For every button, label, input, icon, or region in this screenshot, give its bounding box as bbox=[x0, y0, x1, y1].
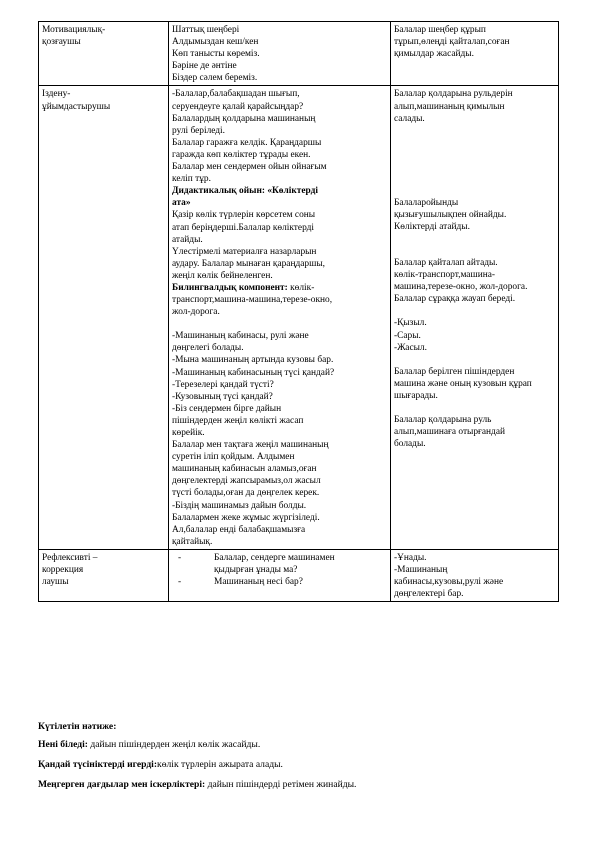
spacer bbox=[394, 305, 555, 317]
text-line: гаражда көп көліктер тұрады екен. bbox=[172, 149, 311, 160]
text-line: атап беріңдерші.Балалар көліктерді bbox=[172, 222, 315, 233]
text-line: Балалар қайталап айтады. bbox=[394, 258, 498, 269]
text-line: қимылдар жасайды. bbox=[394, 49, 474, 60]
teacher-activity-cell bbox=[169, 22, 391, 86]
text-line: Балалар мен тақтаға жеңіл машинаның bbox=[172, 440, 329, 451]
list-item bbox=[178, 576, 387, 588]
text-line: Үлестірмелі материалға назарларын bbox=[172, 246, 317, 257]
text-line: -Кузовының түсі қандай? bbox=[172, 391, 273, 402]
text-line: алып,машинаның қимылын bbox=[394, 101, 505, 112]
expected-results bbox=[38, 721, 558, 799]
text-line: -Ұнады. bbox=[394, 552, 427, 563]
spacer bbox=[394, 402, 555, 414]
text-line: Ал,балалар енді балабақшамызға bbox=[172, 524, 306, 535]
text-line: Балалар қолдарына рульдерін bbox=[394, 89, 513, 100]
stage-label: ұйымдастырушы bbox=[42, 101, 111, 112]
text-line: -Машинаның кабинасының түсі қандай? bbox=[172, 367, 335, 378]
text-line: қайтайық. bbox=[172, 536, 213, 547]
text-line: -Машинаның кабинасы, рулі және bbox=[172, 331, 309, 342]
text-line: суретін іліп қойдым. Алдымен bbox=[172, 452, 295, 463]
text-line: -Терезелері қандай түсті? bbox=[172, 379, 274, 390]
stage-label: коррекция bbox=[42, 565, 84, 576]
text-line: болады. bbox=[394, 439, 426, 450]
text-line: Көп танысты көреміз. bbox=[172, 49, 260, 60]
children-activity-cell bbox=[391, 549, 559, 601]
text-line: Балалар қолдарына руль bbox=[394, 414, 492, 425]
text-line: көлік-транспорт,машина- bbox=[394, 270, 496, 281]
table-row-motivation bbox=[39, 22, 559, 86]
result-text: дайын пішіндерді ретімен жинайды. bbox=[205, 779, 357, 790]
text-line: жеңіл көлік бейнеленген. bbox=[172, 270, 273, 281]
text-line: Бәріне де әнтіне bbox=[172, 61, 237, 72]
table-row-organizing bbox=[39, 86, 559, 549]
spacer bbox=[394, 161, 555, 197]
stage-cell bbox=[39, 549, 169, 601]
spacer bbox=[394, 233, 555, 257]
text-line: Қазір көлік түрлерін көрсетем соны bbox=[172, 210, 316, 221]
stage-cell bbox=[39, 22, 169, 86]
stage-label: Іздену- bbox=[42, 89, 71, 100]
lesson-plan-table bbox=[38, 21, 559, 602]
text-line: Балалармен жеке жұмыс жүргізіледі. bbox=[172, 512, 320, 523]
children-activity-cell bbox=[391, 22, 559, 86]
stage-label: лаушы bbox=[42, 577, 69, 588]
bilingual-label: Билингвалдық компонент: bbox=[172, 282, 288, 293]
text-line: -Мына машинаның артында кузовы бар. bbox=[172, 355, 334, 366]
list-bullet: - bbox=[178, 577, 182, 588]
text-line: Көліктерді атайды. bbox=[394, 221, 470, 232]
text-line: Балалар берілген пішіндерден bbox=[394, 366, 515, 377]
text-line: Балаларойынды bbox=[394, 197, 459, 208]
spacer bbox=[394, 354, 555, 366]
text-line: Біздер сәлем береміз. bbox=[172, 73, 258, 84]
game-title: Дидактикалық ойын: «Көліктерді bbox=[172, 186, 318, 197]
text-line: Шаттық шеңбері bbox=[172, 25, 240, 35]
text-line: кабинасы,кузовы,рулі және bbox=[394, 577, 504, 588]
result-text: көлік түрлерін ажырата алады. bbox=[157, 759, 283, 770]
text-line: Алдымыздан кеш/кен bbox=[172, 37, 259, 48]
text-line: Балалар шеңбер құрып bbox=[394, 25, 486, 35]
result-row bbox=[38, 739, 558, 751]
list-item bbox=[178, 552, 387, 576]
text-line: шығарады. bbox=[394, 390, 438, 401]
text-line: келіп тұр. bbox=[172, 174, 211, 185]
text-line: рулі беріледі. bbox=[172, 125, 225, 136]
bilingual-line bbox=[172, 282, 387, 294]
text-line: -Машинаның bbox=[394, 565, 448, 576]
result-label: Қандай түсініктерді игерді: bbox=[38, 759, 158, 770]
text-line: -Қызыл. bbox=[394, 318, 427, 329]
stage-label: Рефлексивті – bbox=[42, 552, 98, 563]
text-line: машина,терезе-окно, жол-дорога. bbox=[394, 282, 528, 293]
text-line: Балалар мен сендермен ойын ойнағым bbox=[172, 162, 327, 173]
children-activity-cell bbox=[391, 86, 559, 549]
text-line: машина және оның кузовын құрап bbox=[394, 378, 532, 389]
stage-label: Мотивациялық- bbox=[42, 25, 106, 35]
text-line: атайды. bbox=[172, 234, 203, 245]
text-line: көрейік. bbox=[172, 428, 205, 438]
result-row bbox=[38, 779, 558, 791]
text-line: дөңгелектері бар. bbox=[394, 589, 464, 600]
bilingual-text: көлік- bbox=[287, 282, 315, 293]
stage-label: қозғаушы bbox=[42, 37, 81, 48]
text-line: қызығушылықпен ойнайды. bbox=[394, 209, 507, 220]
table-row-reflexive bbox=[39, 549, 559, 601]
text-line: алып,машинаға отырғандай bbox=[394, 427, 505, 438]
text-line: дөңгелегі болады. bbox=[172, 343, 244, 354]
text-line: серуендеуге қалай қарайсыңдар? bbox=[172, 101, 304, 112]
list-bullet: - bbox=[178, 552, 182, 563]
text-line: пішіндерден жеңіл көлікті жасап bbox=[172, 415, 304, 426]
text-line: салады. bbox=[394, 113, 425, 124]
text-line: Балалар гаражға келдік. Қараңдаршы bbox=[172, 137, 322, 148]
teacher-activity-cell bbox=[169, 549, 391, 601]
result-text: дайын пішіндерден жеңіл көлік жасайды. bbox=[88, 739, 261, 750]
expected-heading-row bbox=[38, 721, 558, 733]
spacer bbox=[394, 125, 555, 161]
result-label: Нені біледі: bbox=[38, 739, 89, 750]
question-list bbox=[172, 552, 387, 588]
teacher-activity-cell bbox=[169, 86, 391, 549]
text-line: Балалардың қолдарына машинаның bbox=[172, 113, 316, 124]
text-line: аудару. Балалар мынаған қараңдаршы, bbox=[172, 258, 325, 269]
spacer bbox=[172, 318, 387, 330]
result-row bbox=[38, 759, 558, 771]
text-line: -Біздің машинамыз дайын болды. bbox=[172, 500, 307, 511]
text-line: Балалар сұраққа жауап береді. bbox=[394, 294, 516, 305]
text-line: қыдырған ұнады ма? bbox=[214, 565, 298, 576]
text-line: Балалар, сендерге машинамен bbox=[214, 552, 335, 563]
text-line: дөңгелектерді жапсырамыз,ол жасыл bbox=[172, 476, 321, 487]
result-label: Меңгерген дағдылар мен іскерліктері: bbox=[38, 779, 206, 790]
text-line: машинаның кабинасын аламыз,оған bbox=[172, 464, 317, 475]
text-line: -Жасыл. bbox=[394, 342, 427, 353]
text-line: -Балалар,балабақшадан шығып, bbox=[172, 89, 300, 100]
expected-heading: Күтілетін нәтиже: bbox=[38, 721, 117, 732]
text-line: -Біз сендермен бірге дайын bbox=[172, 403, 282, 414]
game-title: ата» bbox=[172, 198, 191, 209]
text-line: транспорт,машина-машина,терезе-окно, bbox=[172, 295, 333, 306]
text-line: Машинаның несі бар? bbox=[214, 577, 303, 588]
stage-cell bbox=[39, 86, 169, 549]
text-line: -Сары. bbox=[394, 330, 421, 341]
text-line: тұрып,өлеңді қайталап,соған bbox=[394, 37, 510, 48]
text-line: жол-дорога. bbox=[172, 307, 220, 318]
text-line: түсті болады,оған да дөңгелек керек. bbox=[172, 488, 320, 499]
